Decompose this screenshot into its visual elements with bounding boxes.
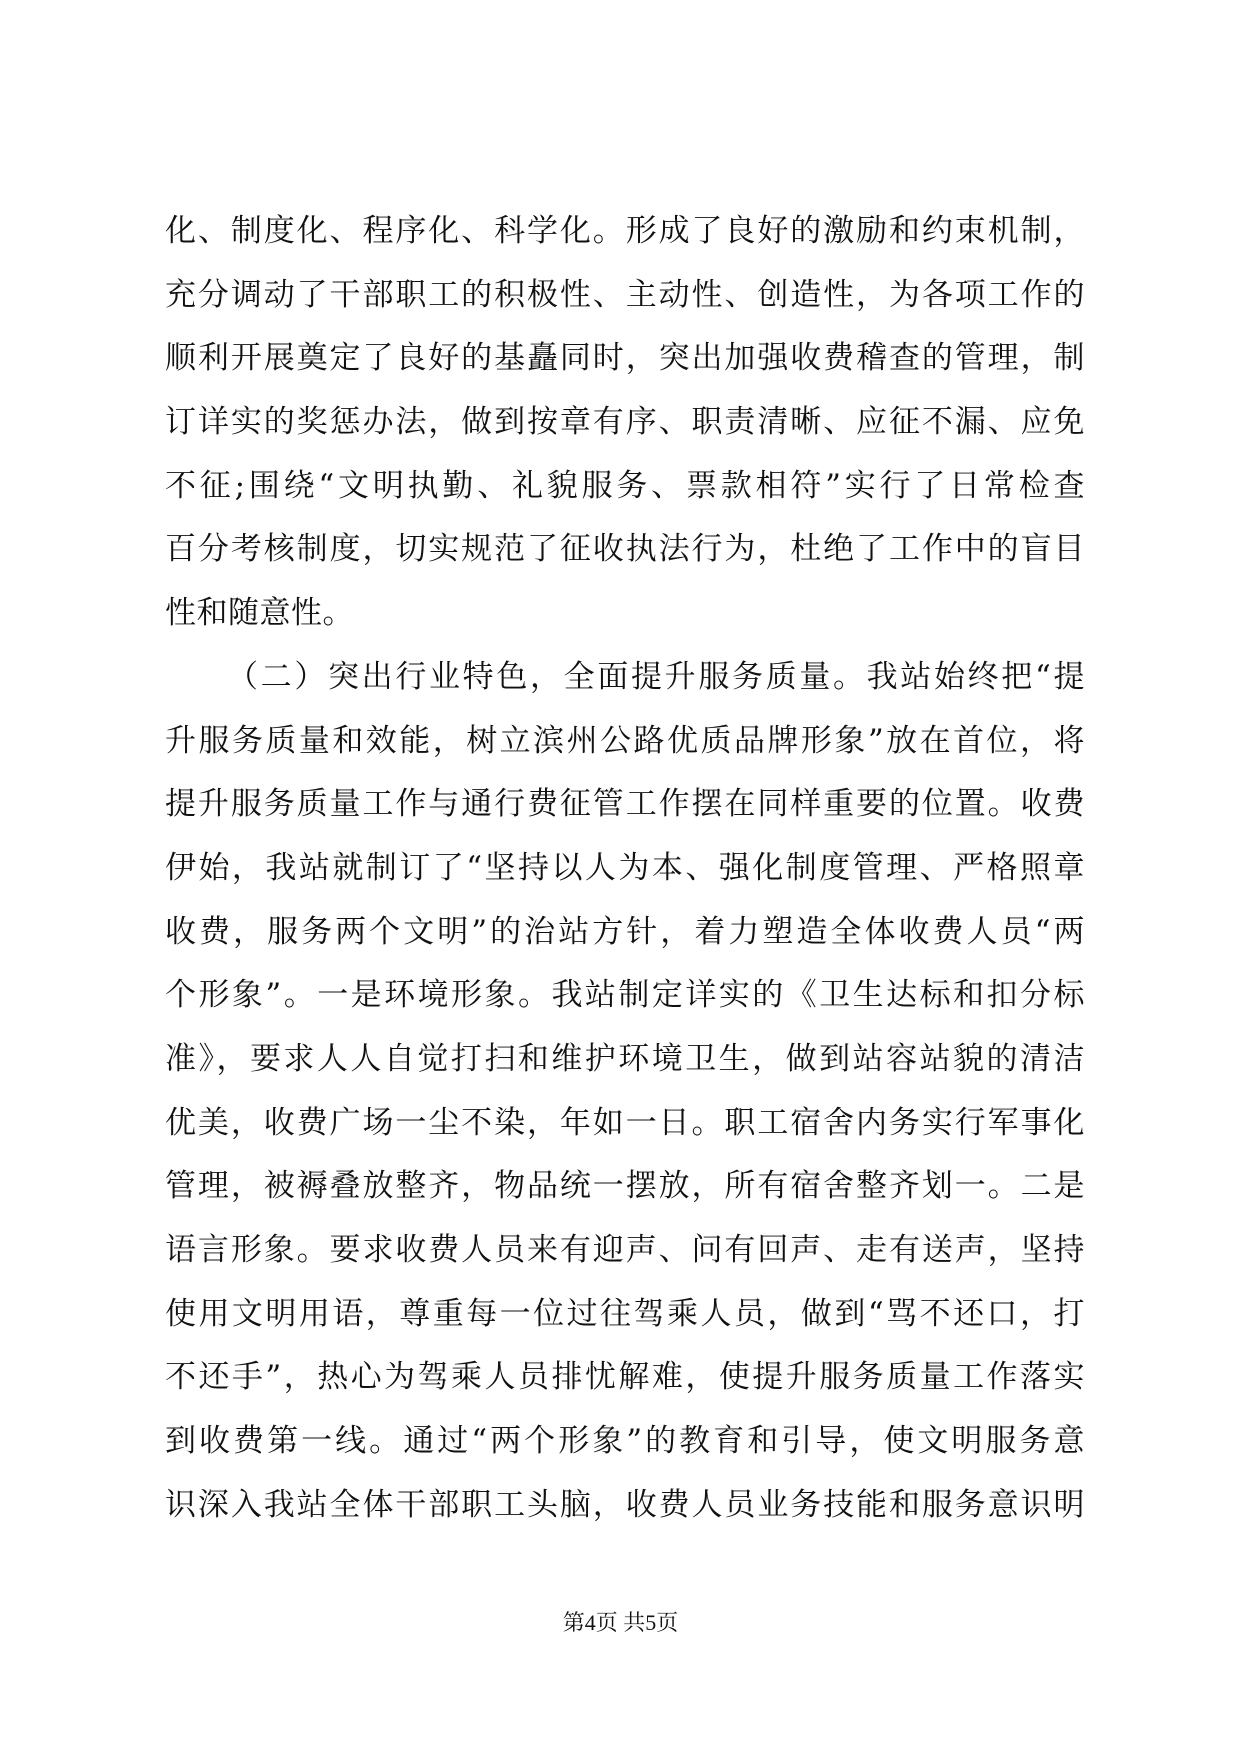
text-line: 百分考核制度，切实规范了征收执法行为，杜绝了工作中的盲目 xyxy=(165,531,1085,568)
text-line: 语言形象。要求收费人员来有迎声、问有回声、走有送声，坚持 xyxy=(165,1232,1085,1268)
text-line: 化、制度化、程序化、科学化。形成了良好的激励和约束机制， xyxy=(165,213,1085,249)
text-line: 伊始，我站就制订了“坚持以人为本、强化制度管理、严格照章 xyxy=(165,849,1085,886)
text-line: 优美，收费广场一尘不染，年如一日。职工宿舍内务实行军事化 xyxy=(165,1104,1085,1141)
text-line: 充分调动了干部职工的积极性、主动性、创造性，为各项工作的 xyxy=(165,276,1085,313)
text-line: 使用文明用语，尊重每一位过往驾乘人员，做到“骂不还口，打 xyxy=(165,1295,1085,1332)
text-line: 顺利开展奠定了良好的基矗同时，突出加强收费稽查的管理，制 xyxy=(165,340,1085,377)
text-line: 准》，要求人人自觉打扫和维护环境卫生，做到站容站貌的清洁 xyxy=(165,1040,1085,1077)
page-footer: 第4页 共5页 xyxy=(562,1610,679,1635)
text-line: 到收费第一线。通过“两个形象”的教育和引导，使文明服务意 xyxy=(165,1423,1085,1460)
text-line: 订详实的奖惩办法，做到按章有序、职责清晰、应征不漏、应免 xyxy=(165,404,1085,441)
text-line: 性和随意性。 xyxy=(165,595,354,632)
text-line: 升服务质量和效能，树立滨州公路优质品牌形象”放在首位，将 xyxy=(165,722,1085,759)
text-line: 个形象”。一是环境形象。我站制定详实的《卫生达标和扣分标 xyxy=(165,977,1085,1014)
text-line: 提升服务质量工作与通行费征管工作摆在同样重要的位置。收费 xyxy=(165,786,1085,823)
text-line: 管理，被褥叠放整齐，物品统一摆放，所有宿舍整齐划一。二是 xyxy=(165,1168,1085,1205)
text-line: 识深入我站全体干部职工头脑，收费人员业务技能和服务意识明 xyxy=(165,1486,1085,1523)
document-body xyxy=(165,200,1085,1537)
text-line: 不还手”，热心为驾乘人员排忧解难，使提升服务质量工作落实 xyxy=(165,1359,1085,1396)
text-line: 不征;围绕“文明执勤、礼貌服务、票款相符”实行了日常检查 xyxy=(165,467,1085,504)
text-line: （二）突出行业特色，全面提升服务质量。我站始终把“提 xyxy=(227,658,1085,695)
text-line: 收费，服务两个文明”的治站方针，着力塑造全体收费人员“两 xyxy=(165,913,1085,950)
